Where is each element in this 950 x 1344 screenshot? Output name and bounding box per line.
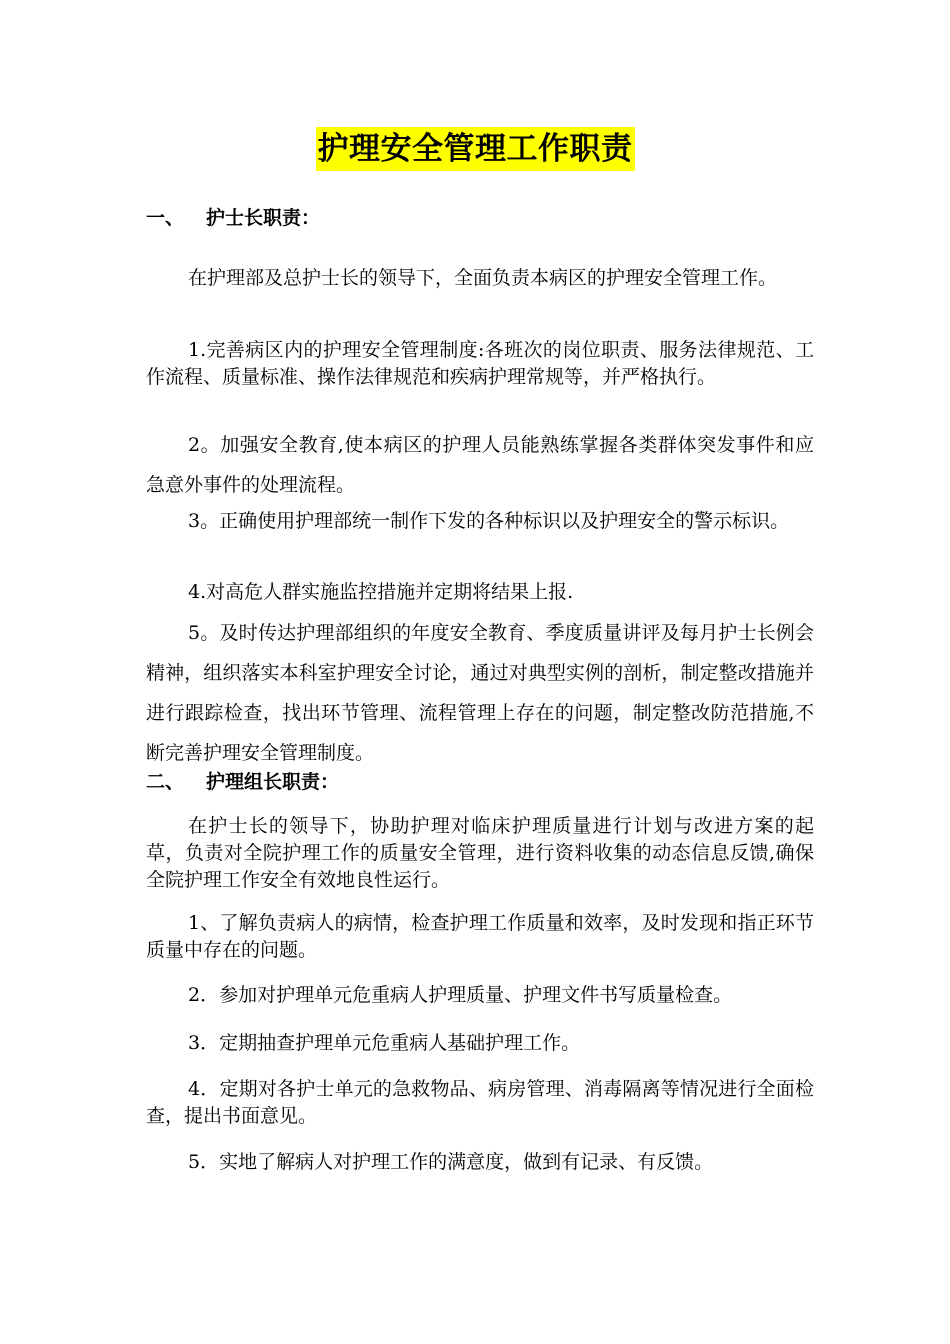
section-1-intro: 在护理部及总护士长的领导下，全面负责本病区的护理安全管理工作。 [188,267,778,289]
section-1-item-3: 3。正确使用护理部统一制作下发的各种标识以及护理安全的警示标识。 [188,510,790,532]
section-1-heading [146,204,320,232]
section-2-intro: 在护士长的领导下，协助护理对临床护理质量进行计划与改进方案的起草，负责对全院护理工作的质量安全管理，进行资料收集的动态信息反馈,确保全院护理工作安全有效地良性运行。 [146,815,814,891]
section-2-item-1: 1、了解负责病人的病情，检查护理工作质量和效率，及时发现和指正环节质量中存在的问题。 [146,912,814,961]
section-1-item-1: 1.完善病区内的护理安全管理制度:各班次的岗位职责、服务法律规范、工作流程、质量标准、操作法律规范和疾病护理常规等，并严格执行。 [146,339,814,388]
section-1-item-5: 5。及时传达护理部组织的年度安全教育、季度质量讲评及每月护士长例会精神，组织落实本科室护理安全讨论，通过对典型实例的剖析，制定整改措施并进行跟踪检查，找出环节管理、流程管理上存在的问题，制定整改防范措施,不断完善护理安全管理制度。 [146,622,814,764]
section-2-item-2: 2．参加对护理单元危重病人护理质量、护理文件书写质量检查。 [188,984,733,1006]
title-wrapper [0,127,950,171]
section-2-number: 二、 [146,771,185,793]
section-1-item-4: 4.对高危人群实施监控措施并定期将结果上报. [188,581,574,603]
section-1-title: 护士长职责： [206,207,321,229]
section-2-title: 护理组长职责： [206,771,340,793]
section-2-item-3: 3．定期抽查护理单元危重病人基础护理工作。 [188,1032,581,1054]
section-1-number: 一、 [146,207,185,229]
section-2-item-4: 4．定期对各护士单元的急救物品、病房管理、消毒隔离等情况进行全面检查，提出书面意见。 [146,1078,814,1127]
document-title: 护理安全管理工作职责 [316,127,635,171]
section-2-item-5: 5．实地了解病人对护理工作的满意度，做到有记录、有反馈。 [188,1151,714,1173]
section-1-item-2: 2。加强安全教育,使本病区的护理人员能熟练掌握各类群体突发事件和应急意外事件的处理流程。 [146,434,814,496]
section-2-heading [146,768,339,796]
